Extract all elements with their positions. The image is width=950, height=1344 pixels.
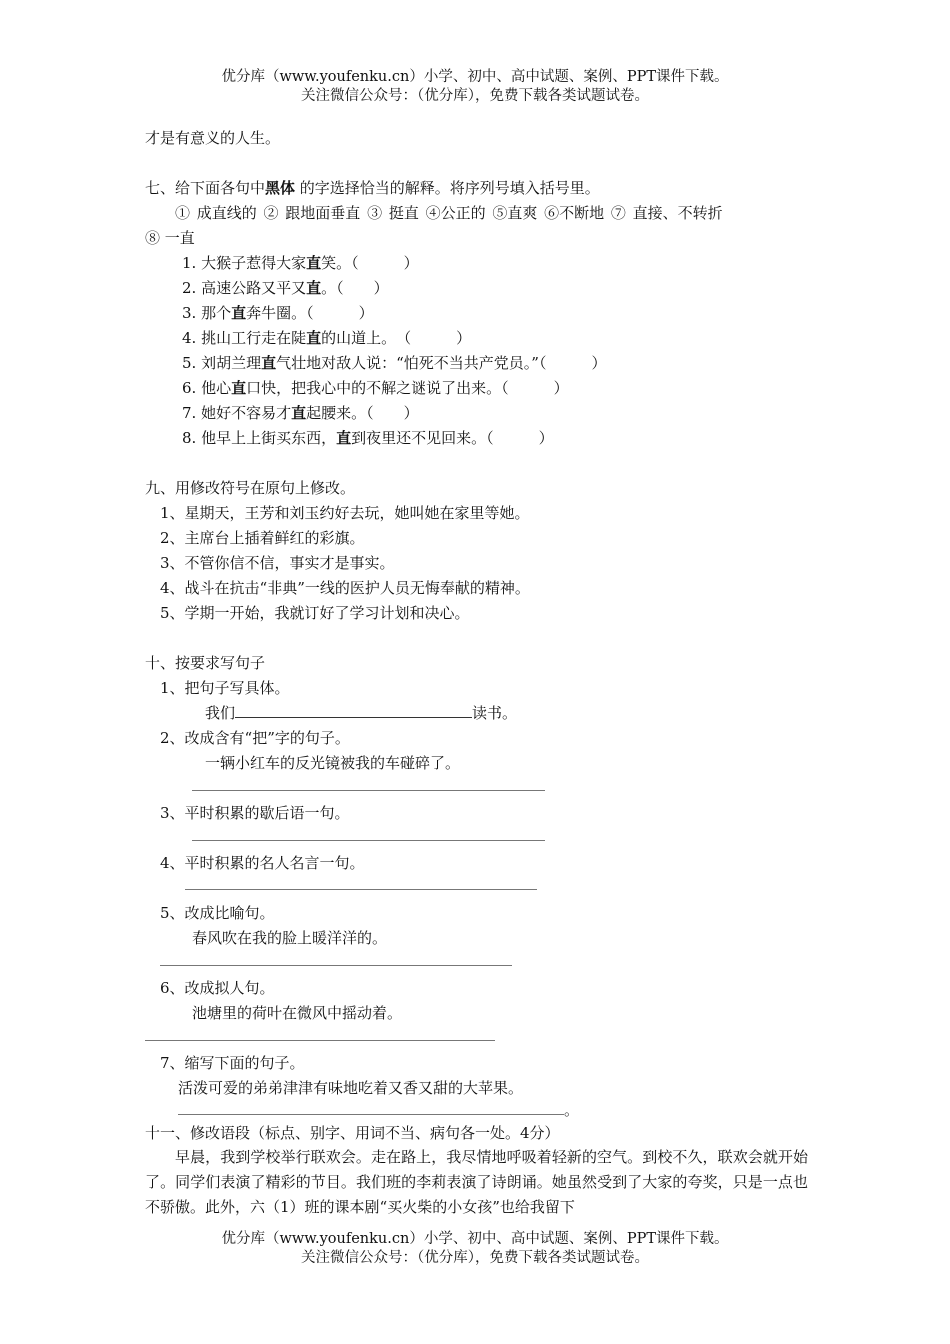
q6-answer-line[interactable] <box>145 1040 495 1041</box>
q3-answer-line[interactable] <box>192 840 545 841</box>
section-7-item-7 <box>182 403 419 423</box>
item-text: 笑。（ ） <box>321 254 419 272</box>
section-7-item-2 <box>182 278 389 298</box>
section-7-item-3 <box>182 303 374 323</box>
item-text: 到夜里还不见回来。（ ） <box>351 429 554 447</box>
item-bold-char: 直 <box>231 304 247 322</box>
intro-line: 才是有意义的人生。 <box>145 129 281 147</box>
item-bold-char: 直 <box>306 279 322 297</box>
q7-sentence: 活泼可爱的弟弟津津有味地吃着又香又甜的大苹果。 <box>178 1079 524 1097</box>
section-9-item-2: 2、主席台上插着鲜红的彩旗。 <box>160 529 365 547</box>
q2-sentence: 一辆小红车的反光镜被我的车碰碎了。 <box>205 754 461 772</box>
q6-sentence: 池塘里的荷叶在微风中摇动着。 <box>192 1004 403 1022</box>
q2-prompt: 2、改成含有“把”字的句子。 <box>160 729 350 747</box>
section-9-item-4: 4、战斗在抗击“非典”一线的医护人员无悔奉献的精神。 <box>160 579 530 597</box>
item-text: 6. 他心 <box>182 379 232 397</box>
section-7-options-line-1: ① 成直线的 ② 跟地面垂直 ③ 挺直 ④公正的 ⑤直爽 ⑥不断地 ⑦ 直接、不转折 <box>175 204 723 222</box>
q1-sentence-pre: 我们 <box>205 704 236 722</box>
item-text: 。（ ） <box>321 279 389 297</box>
item-text: 口快，把我心中的不解之谜说了出来。（ ） <box>246 379 569 397</box>
footer-line-2: 关注微信公众号：（优分库），免费下载各类试题试卷。 <box>301 1250 649 1266</box>
item-text: 气壮地对敌人说：“怕死不当共产党员。”（ ） <box>276 354 607 372</box>
item-bold-char: 直 <box>261 354 277 372</box>
q5-sentence: 春风吹在我的脸上暖洋洋的。 <box>192 929 388 947</box>
section-7-item-8 <box>182 428 554 448</box>
section-7-title-pre: 七、给下面各句中 <box>145 179 266 197</box>
item-bold-char: 直 <box>306 254 322 272</box>
section-7-title-post: 的字选择恰当的解释。将序列号填入括号里。 <box>295 179 600 197</box>
section-9-title: 九、用修改符号在原句上修改。 <box>145 479 356 497</box>
item-bold-char: 直 <box>231 379 247 397</box>
q7-answer-end: 。 <box>564 1101 580 1119</box>
section-10-title: 十、按要求写句子 <box>145 654 266 672</box>
footer-line-1: 优分库（www.youfenku.cn）小学、初中、高中试题、案例、PPT课件下载。 <box>221 1231 729 1247</box>
q6-prompt: 6、改成拟人句。 <box>160 979 275 997</box>
header-line-2: 关注微信公众号：（优分库），免费下载各类试题试卷。 <box>301 88 649 104</box>
item-bold-char: 直 <box>291 404 307 422</box>
section-11-paragraph: 早晨，我到学校举行联欢会。走在路上，我尽情地呼吸着轻新的空气。到校不久，联欢会就开始了。同学们表演了精彩的节目。我们班的李莉表演了诗朗诵。她虽然受到了大家的夸奖，只是一点也不骄傲。此外，六（1）班的课本剧“买火柴的小女孩”也给我留下 <box>145 1148 808 1216</box>
section-7-item-5 <box>182 353 606 373</box>
q1-sentence-post: 读书。 <box>472 704 518 722</box>
item-bold-char: 直 <box>336 429 352 447</box>
q5-answer-line[interactable] <box>160 965 512 966</box>
item-text: 8. 他早上上街买东西， <box>182 429 337 447</box>
item-text: 4. 挑山工行走在陡 <box>182 329 307 347</box>
q4-answer-line[interactable] <box>185 889 537 890</box>
q2-answer-line[interactable] <box>192 790 545 791</box>
section-9-item-3: 3、不管你信不信，事实才是事实。 <box>160 554 395 572</box>
page-footer <box>0 1230 950 1268</box>
q1-prompt: 1、把句子写具体。 <box>160 679 290 697</box>
item-text: 起腰来。（ ） <box>306 404 419 422</box>
item-text: 3. 那个 <box>182 304 232 322</box>
section-11-title: 十一、修改语段（标点、别字、用词不当、病句各一处。4分） <box>145 1124 560 1142</box>
q7-prompt: 7、缩写下面的句子。 <box>160 1054 305 1072</box>
section-7-title <box>145 178 600 198</box>
page-header <box>0 68 950 106</box>
item-text: 2. 高速公路又平又 <box>182 279 307 297</box>
q3-prompt: 3、平时积累的歇后语一句。 <box>160 804 350 822</box>
item-text: 奔牛圈。（ ） <box>246 304 374 322</box>
header-line-1: 优分库（www.youfenku.cn）小学、初中、高中试题、案例、PPT课件下载。 <box>221 69 729 85</box>
section-7-item-4 <box>182 328 471 348</box>
section-7-item-1 <box>182 253 419 273</box>
q4-prompt: 4、平时积累的名人名言一句。 <box>160 854 365 872</box>
section-7-item-6 <box>182 378 569 398</box>
section-9-item-5: 5、学期一开始，我就订好了学习计划和决心。 <box>160 604 470 622</box>
q1-answer-blank[interactable] <box>235 703 472 718</box>
item-text: 5. 刘胡兰理 <box>182 354 262 372</box>
item-text: 的山道上。 （ ） <box>321 329 472 347</box>
q5-prompt: 5、改成比喻句。 <box>160 904 275 922</box>
section-9-item-1: 1、星期天，王芳和刘玉约好去玩，她叫她在家里等她。 <box>160 504 530 522</box>
item-text: 7. 她好不容易才 <box>182 404 292 422</box>
section-7-title-bold: 黑体 <box>265 179 296 197</box>
q7-answer-line[interactable] <box>178 1114 564 1115</box>
item-bold-char: 直 <box>306 329 322 347</box>
section-7-options-line-2: ⑧ 一直 <box>145 229 195 247</box>
q1-sentence <box>205 703 517 723</box>
item-text: 1. 大猴子惹得大家 <box>182 254 307 272</box>
